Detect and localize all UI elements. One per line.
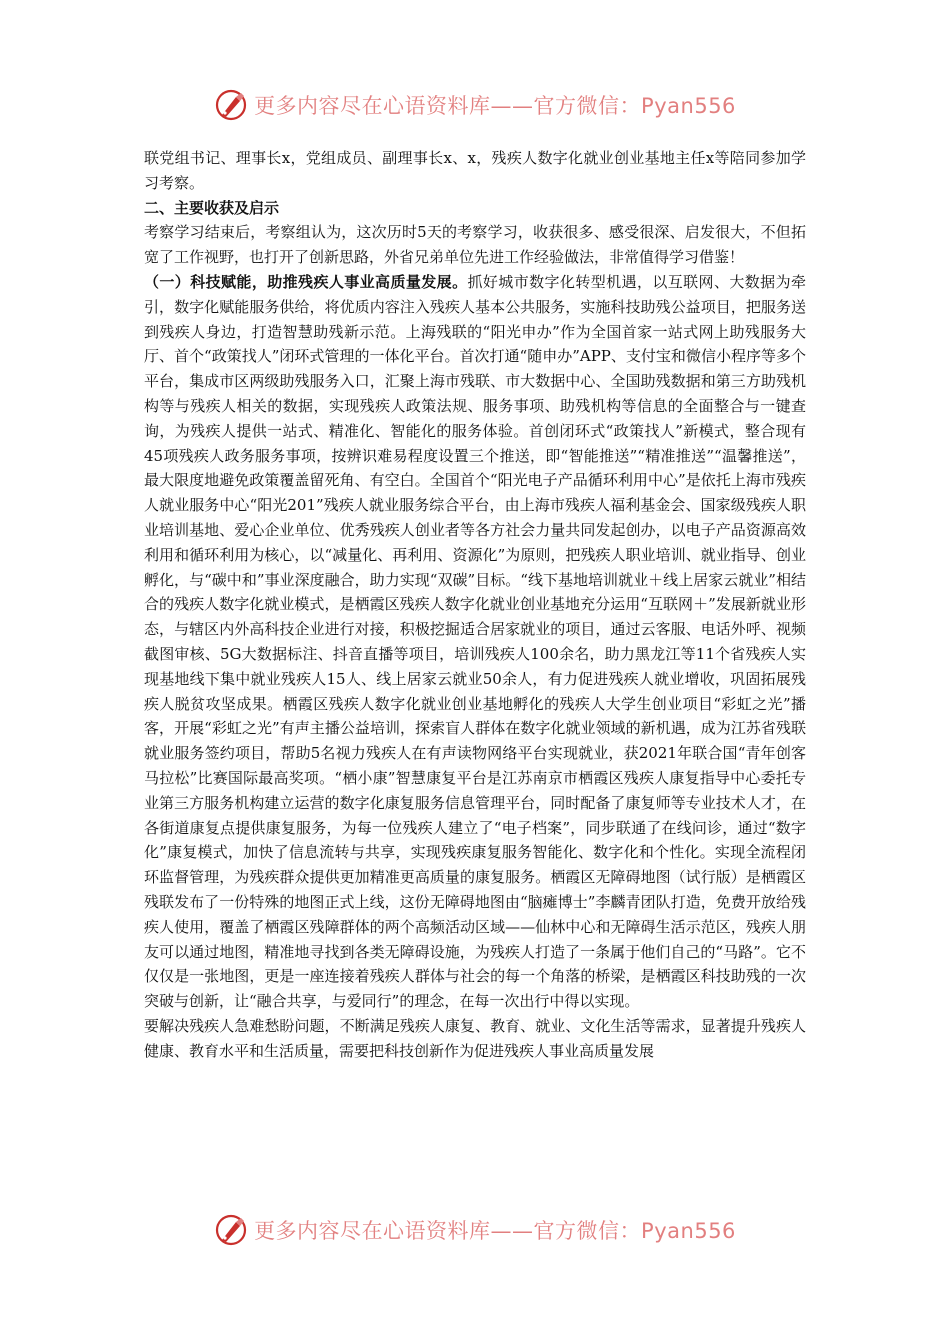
pen-nib-logo-icon [214, 88, 248, 122]
subsection-body: 抓好城市数字化转型机遇，以互联网、大数据为牵引，数字化赋能服务供给，将优质内容注入残疾人基本公共服务，实施科技助残公益项目，把服务送到残疾人身边，打造智慧助残新示范。上海残联的“阳光申办”作为全国首家一站式网上助残服务大厅、首个“政策找人”闭环式管理的一体化平台。首次打通“随申办”APP、支付宝和微信小程序等多个平台，集成市区两级助残服务入口，汇聚上海市残联、市大数据中心、全国助残数据和第三方助残机构等与残疾人相关的数据，实现残疾人政策法规、服务事项、助残机构等信息的全面整合与一键查询，为残疾人提供一站式、精准化、智能化的服务体验。首创闭环式“政策找人”新模式，整合现有45项残疾人政务服务事项，按辨识难易程度设置三个推送，即“智能推送”“精准推送”“温馨推送”，最大限度地避免政策覆盖留死角、有空白。全国首个“阳光电子产品循环利用中心”是依托上海市残疾人就业服务中心“阳光201”残疾人就业服务综合平台，由上海市残疾人福利基金会、国家级残疾人职业培训基地、爱心企业单位、优秀残疾人创业者等各方社会力量共同发起创办，以电子产品资源高效利用和循环利用为核心，以“减量化、再利用、资源化”为原则，把残疾人职业培训、就业指导、创业孵化，与“碳中和”事业深度融合，助力实现“双碳”目标。“线下基地培训就业＋线上居家云就业”相结合的残疾人数字化就业模式，是栖霞区残疾人数字化就业创业基地充分运用“互联网＋”发展新就业形态，与辖区内外高科技企业进行对接，积极挖掘适合居家就业的项目，通过云客服、电话外呼、视频截图审核、5G大数据标注、抖音直播等项目，培训残疾人100余名，助力黑龙江等11个省残疾人实现基地线下集中就业残疾人15人、线上居家云就业50余人，有力促进残疾人就业增收，巩固拓展残疾人脱贫攻坚成果。栖霞区残疾人数字化就业创业基地孵化的残疾人大学生创业项目“彩虹之光”播客，开展“彩虹之光”有声主播公益培训，探索盲人群体在数字化就业领域的新机遇，成为江苏省残联就业服务签约项目，帮助5名视力残疾人在有声读物网络平台实现就业，获2021年联合国“青年创客马拉松”比赛国际最高奖项。“栖小康”智慧康复平台是江苏南京市栖霞区残疾人康复指导中心委托专业第三方服务机构建立运营的数字化康复服务信息管理平台，同时配备了康复师等专业技术人才，在各街道康复点提供康复服务，为每一位残疾人建立了“电子档案”，同步联通了在线问诊，通过“数字化”康复模式，加快了信息流转与共享，实现残疾康复服务智能化、数字化和个性化。实现全流程闭环监督管理，为残疾群众提供更加精准更高质量的康复服务。栖霞区无障碍地图（试行版）是栖霞区残联发布了一份特殊的地图正式上线，这份无障碍地图由“脑瘫博士”李麟青团队打造，免费开放给残疾人使用，覆盖了栖霞区残障群体的两个高频活动区域——仙林中心和无障碍生活示范区，残疾人朋友可以通过地图，精准地寻找到各类无障碍设施，为残疾人打造了一条属于他们自己的“马路”。它不仅仅是一张地图，更是一座连接着残疾人群体与社会的每一个角落的桥梁，是栖霞区科技助残的一次突破与创新，让“融合共享，与爱同行”的理念，在每一次出行中得以实现。 [144, 272, 806, 1011]
paragraph-tech-empowerment [144, 270, 806, 1014]
banner-text: 更多内容尽在心语资料库——官方微信：Pyan556 [254, 1219, 736, 1243]
document-body [144, 146, 806, 1063]
paragraph-conclusion: 要解决残疾人急难愁盼问题，不断满足残疾人康复、教育、就业、文化生活等需求，显著提升残疾人健康、教育水平和生活质量，需要把科技创新作为促进残疾人事业高质量发展 [144, 1016, 806, 1060]
header-banner [0, 85, 950, 125]
paragraph-summary: 考察学习结束后，考察组认为，这次历时5天的考察学习，收获很多、感受很深、启发很大，不但拓宽了工作视野，也打开了创新思路，外省兄弟单位先进工作经验做法，非常值得学习借鉴！ [144, 223, 806, 267]
banner-text: 更多内容尽在心语资料库——官方微信：Pyan556 [254, 94, 736, 118]
footer-banner [0, 1210, 950, 1250]
subsection-lead: （一）科技赋能，助推残疾人事业高质量发展。 [144, 272, 468, 291]
paragraph-continuation: 联党组书记、理事长x，党组成员、副理事长x、x，残疾人数字化就业创业基地主任x等陪同参加学习考察。 [144, 149, 806, 192]
section-heading: 二、主要收获及启示 [144, 198, 280, 217]
pen-nib-logo-icon [214, 1213, 248, 1247]
